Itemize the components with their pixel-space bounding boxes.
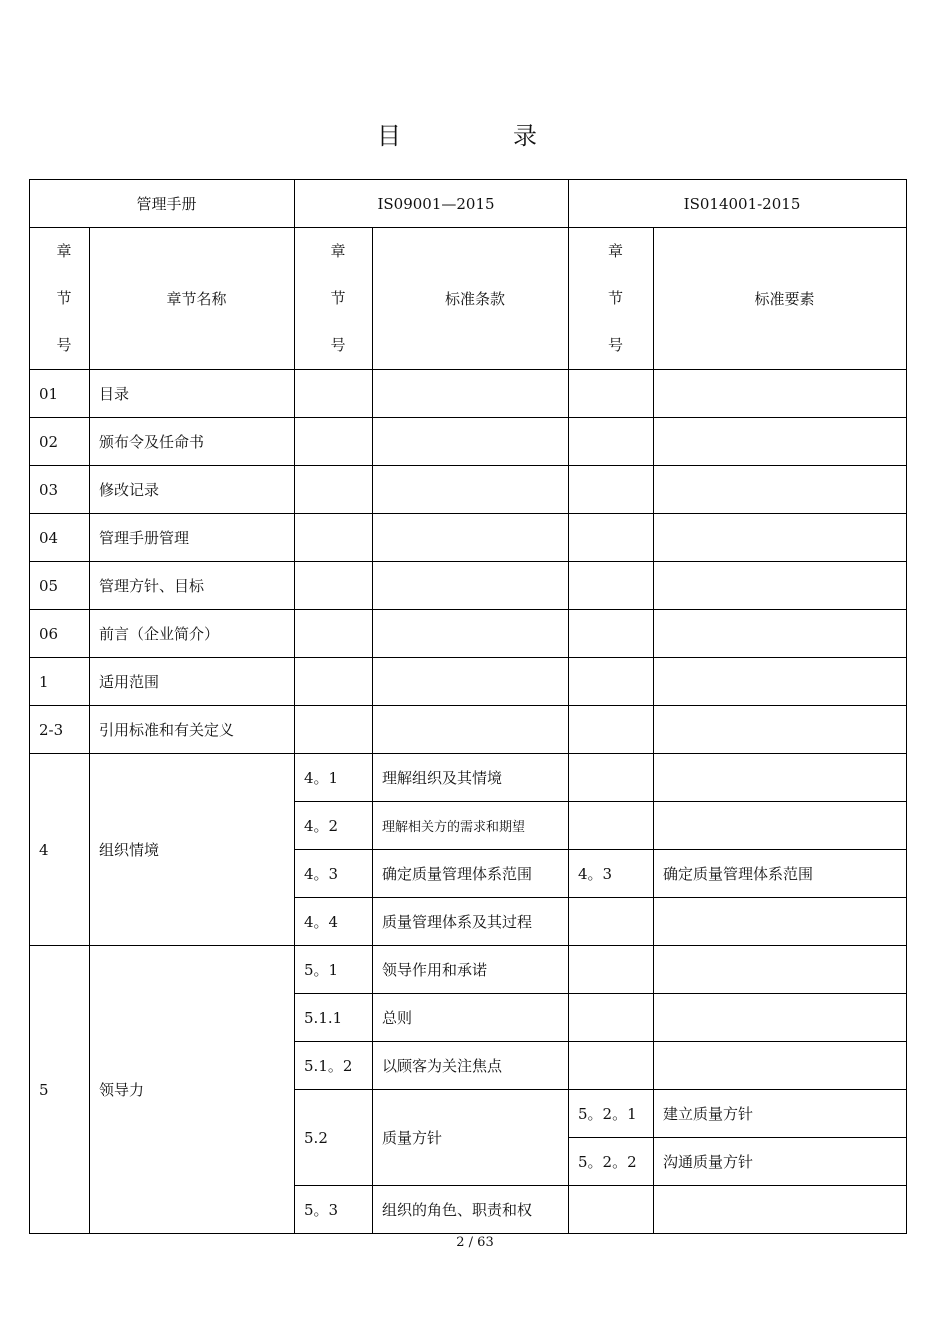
chapter-name: 适用范围	[90, 658, 295, 706]
clause-no: 4。3	[295, 850, 373, 898]
chapter-name: 引用标准和有关定义	[90, 706, 295, 754]
clause-no: 5。3	[295, 1186, 373, 1234]
table-row	[30, 658, 907, 706]
clause-text: 领导作用和承诺	[373, 946, 569, 994]
clause-text: 以顾客为关注焦点	[373, 1042, 569, 1090]
header-chapter-no: 章 节 号	[30, 228, 90, 370]
header-chapter-name: 章节名称	[90, 228, 295, 370]
chapter-no: 01	[30, 370, 90, 418]
header-manual: 管理手册	[30, 180, 295, 228]
clause-no: 4。2	[295, 802, 373, 850]
table-row	[30, 946, 907, 994]
chapter-no: 02	[30, 418, 90, 466]
chapter-name: 前言（企业简介）	[90, 610, 295, 658]
table-row	[30, 610, 907, 658]
chapter-name: 颁布令及任命书	[90, 418, 295, 466]
header-section-no-9001: 章 节 号	[295, 228, 373, 370]
chapter-no: 1	[30, 658, 90, 706]
chapter-name: 管理手册管理	[90, 514, 295, 562]
chapter-name: 领导力	[90, 946, 295, 1234]
chapter-no: 5	[30, 946, 90, 1234]
element-no: 5。2。1	[569, 1090, 654, 1138]
chapter-name: 组织情境	[90, 754, 295, 946]
chapter-name: 目录	[90, 370, 295, 418]
element-no: 5。2。2	[569, 1138, 654, 1186]
header-iso9001: IS09001—2015	[295, 180, 569, 228]
table-row	[30, 370, 907, 418]
clause-text: 理解相关方的需求和期望	[373, 802, 569, 850]
table-row	[30, 754, 907, 802]
clause-text: 总则	[373, 994, 569, 1042]
toc-table	[29, 179, 907, 1234]
clause-text: 组织的角色、职责和权	[373, 1186, 569, 1234]
table-row	[30, 418, 907, 466]
table-row	[30, 466, 907, 514]
header-section-no-14001: 章 节 号	[569, 228, 654, 370]
element-text: 确定质量管理体系范围	[654, 850, 907, 898]
chapter-no: 04	[30, 514, 90, 562]
chapter-name: 管理方针、目标	[90, 562, 295, 610]
table-row	[30, 706, 907, 754]
clause-no: 4。1	[295, 754, 373, 802]
clause-text: 确定质量管理体系范围	[373, 850, 569, 898]
chapter-no: 4	[30, 754, 90, 946]
element-text: 沟通质量方针	[654, 1138, 907, 1186]
table-row	[30, 562, 907, 610]
chapter-no: 06	[30, 610, 90, 658]
chapter-no: 03	[30, 466, 90, 514]
element-text: 建立质量方针	[654, 1090, 907, 1138]
clause-text: 理解组织及其情境	[373, 754, 569, 802]
header-std-element: 标准要素	[654, 228, 907, 370]
clause-no: 5.1。2	[295, 1042, 373, 1090]
page-number: 2 / 63	[456, 1235, 494, 1250]
chapter-no: 05	[30, 562, 90, 610]
page-title: 目 录	[377, 122, 581, 150]
clause-no: 5。1	[295, 946, 373, 994]
clause-no: 4。4	[295, 898, 373, 946]
clause-text: 质量方针	[373, 1090, 569, 1186]
chapter-name: 修改记录	[90, 466, 295, 514]
header-std-clause: 标准条款	[373, 228, 569, 370]
element-no: 4。3	[569, 850, 654, 898]
table-row	[30, 514, 907, 562]
clause-no: 5.2	[295, 1090, 373, 1186]
chapter-no: 2-3	[30, 706, 90, 754]
clause-no: 5.1.1	[295, 994, 373, 1042]
clause-text: 质量管理体系及其过程	[373, 898, 569, 946]
header-iso14001: IS014001-2015	[569, 180, 907, 228]
